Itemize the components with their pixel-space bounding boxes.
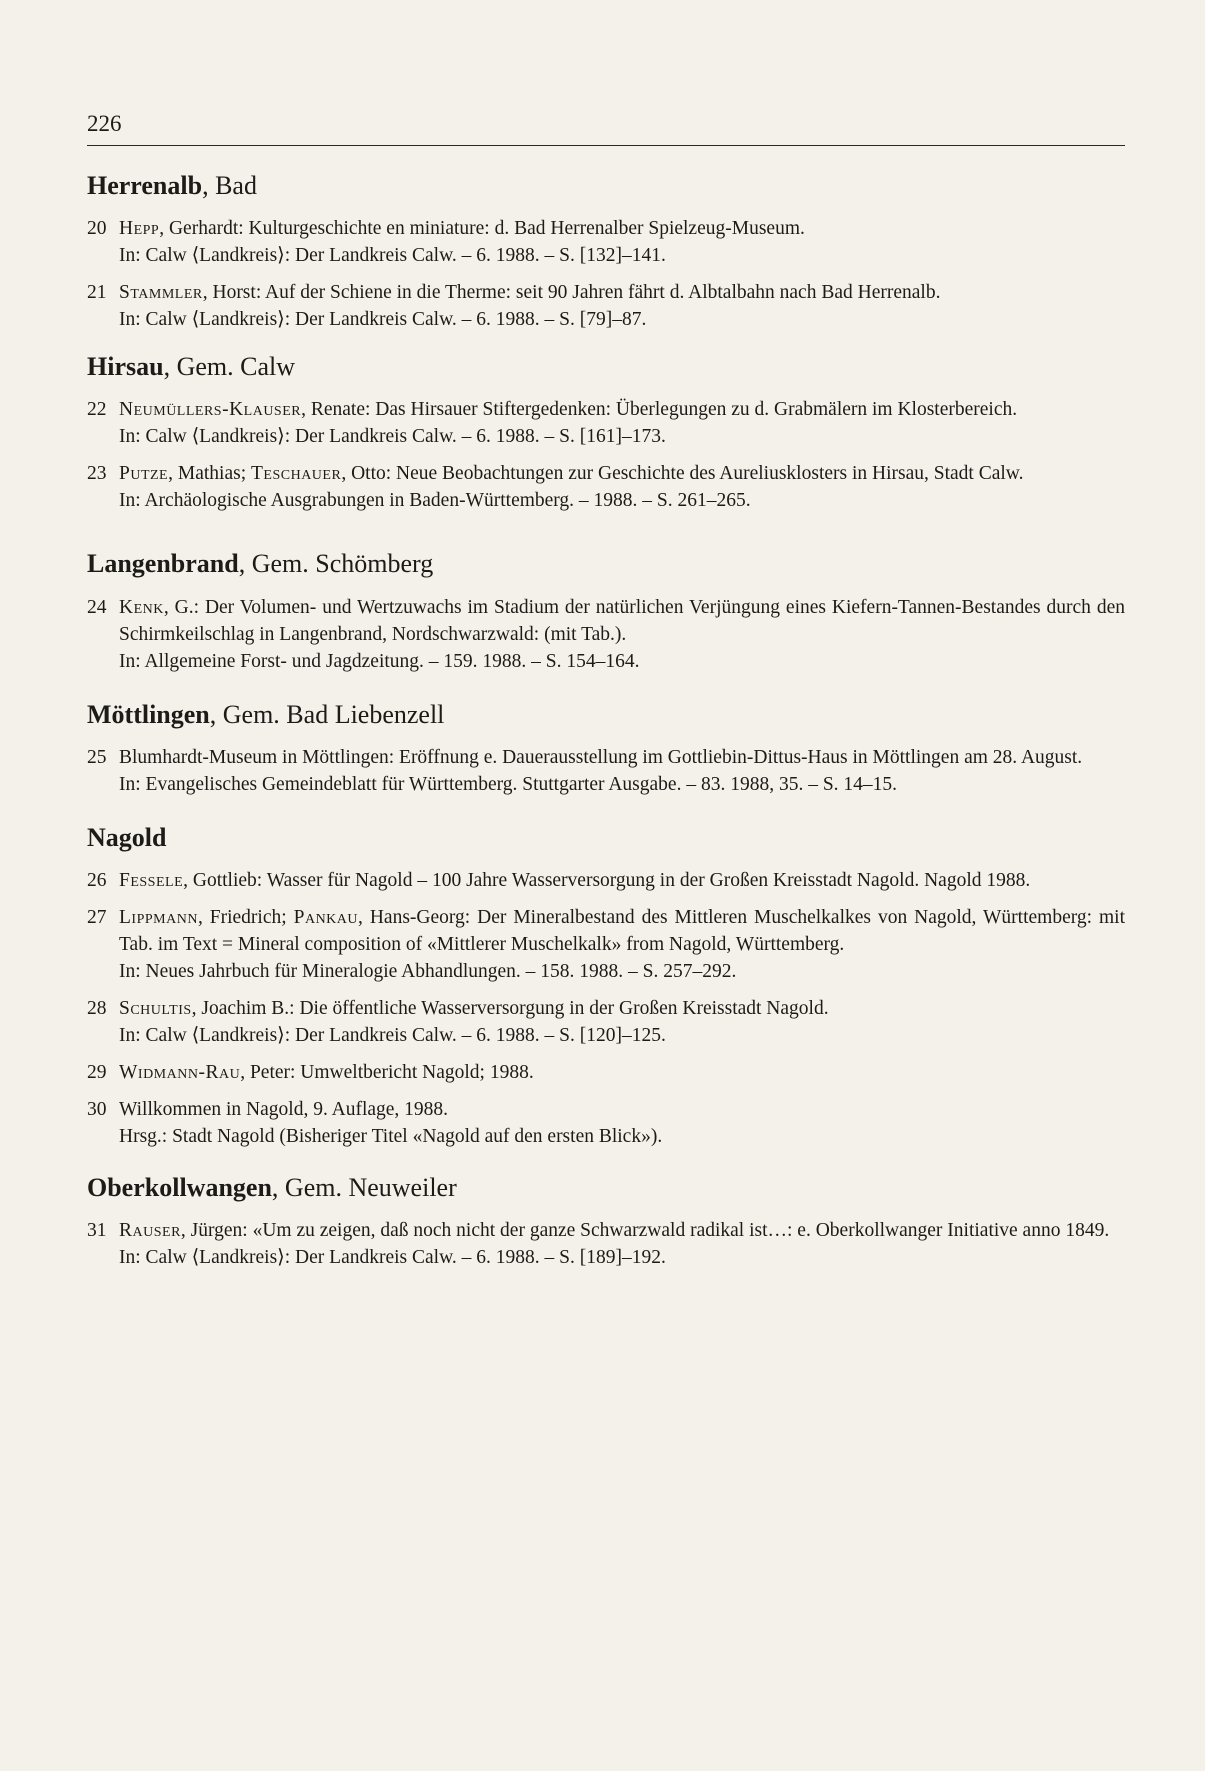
section-herrenalb [87, 170, 1125, 333]
entry-body [119, 279, 1125, 333]
entry-author: Fessele [119, 869, 184, 891]
entry-body [119, 867, 1125, 894]
entry-author: Hepp [119, 218, 160, 240]
entry-title: , Joachim B.: Die öffentliche Wasserversorgung in der Großen Kreisstadt Nagold. [191, 997, 829, 1019]
entry-number: 28 [87, 997, 107, 1019]
section-title [87, 548, 1125, 579]
entry-citation [119, 594, 1125, 648]
entry-list [87, 396, 1125, 514]
section-suffix: , Gem. Calw [163, 352, 295, 382]
entry-23 [87, 460, 1125, 514]
entry-20 [87, 215, 1125, 269]
section-place: Langenbrand [87, 549, 239, 579]
entry-title: , Friedrich; [197, 906, 294, 928]
entry-number: 24 [87, 596, 107, 618]
entry-title: , Horst: Auf der Schiene in die Therme: seit 90 Jahren fährt d. Albtalbahn nach Bad Herrenalb. [202, 282, 941, 304]
entry-number: 29 [87, 1061, 107, 1083]
section-title [87, 351, 1125, 382]
entry-number: 27 [87, 906, 107, 928]
entry-author: Pankau [293, 906, 359, 928]
entry-author: Schultis [119, 997, 192, 1019]
entry-author: Lippmann [119, 906, 198, 928]
section-place: Oberkollwangen [87, 1172, 272, 1202]
entry-body [119, 1217, 1125, 1271]
entry-list [87, 1217, 1125, 1271]
entry-number: 30 [87, 1098, 107, 1120]
entry-list [87, 594, 1125, 675]
entry-author: Rauser [119, 1220, 181, 1242]
section-suffix: , Gem. Bad Liebenzell [209, 699, 445, 729]
page-number: 226 [87, 112, 1125, 146]
section-mttlingen [87, 699, 1125, 798]
entry-title: Blumhardt-Museum in Möttlingen: Eröffnung e. Dauerausstellung im Gottliebin-Dittus-Haus in Möttlingen am 28. August. [119, 746, 1083, 768]
entry-body [119, 744, 1125, 798]
entry-source: In: Calw ⟨Landkreis⟩: Der Landkreis Calw. – 6. 1988. – S. [79]–87. [119, 309, 647, 331]
entry-24 [87, 594, 1125, 675]
entry-title: , Renate: Das Hirsauer Stiftergedenken: Überlegungen zu d. Grabmälern im Klosterbereich. [301, 399, 1018, 421]
entry-body [119, 215, 1125, 269]
entry-source: Hrsg.: Stadt Nagold (Bisheriger Titel «Nagold auf den ersten Blick»). [119, 1125, 663, 1147]
entry-number: 20 [87, 218, 107, 240]
entry-citation [119, 279, 1125, 306]
entry-author: Kenk [119, 596, 164, 618]
entry-citation [119, 215, 1125, 242]
entry-list [87, 867, 1125, 1150]
entry-number: 23 [87, 463, 107, 485]
entry-author: Putze [119, 463, 169, 485]
section-hirsau [87, 351, 1125, 514]
entry-citation [119, 1217, 1125, 1244]
entry-body [119, 1096, 1125, 1150]
section-oberkollwangen [87, 1172, 1125, 1271]
entry-source: In: Calw ⟨Landkreis⟩: Der Landkreis Calw. – 6. 1988. – S. [132]–141. [119, 245, 666, 267]
entry-author: Teschauer [251, 463, 342, 485]
entry-source: In: Calw ⟨Landkreis⟩: Der Landkreis Calw. – 6. 1988. – S. [161]–173. [119, 426, 666, 448]
section-title [87, 822, 1125, 853]
entry-source: In: Neues Jahrbuch für Mineralogie Abhandlungen. – 158. 1988. – S. 257–292. [119, 960, 737, 982]
entry-title: , Otto: Neue Beobachtungen zur Geschichte des Aureliusklosters in Hirsau, Stadt Calw. [341, 463, 1024, 485]
entry-citation [119, 995, 1125, 1022]
section-title [87, 1172, 1125, 1203]
entry-body [119, 904, 1125, 985]
section-place: Herrenalb [87, 171, 203, 200]
entry-body [119, 995, 1125, 1049]
entry-author: Widmann-Rau [119, 1061, 241, 1083]
entry-22 [87, 396, 1125, 450]
entry-list [87, 744, 1125, 798]
section-place: Nagold [87, 822, 167, 852]
entry-title: , Peter: Umweltbericht Nagold; 1988. [240, 1061, 534, 1083]
entry-26 [87, 867, 1125, 894]
entry-citation [119, 744, 1125, 771]
entry-body [119, 1059, 1125, 1086]
section-suffix: , Bad [202, 171, 257, 200]
entry-title: , Hans-Georg: Der Mineralbestand des Mittleren Muschelkalkes von Nagold, Württemberg: mit Tab. im Text = Mineral composition of «Mittlerer Muschelkalk» from Nagold, Württemberg. [119, 906, 1125, 955]
entry-body [119, 460, 1125, 514]
entry-29 [87, 1059, 1125, 1086]
section-title [87, 170, 1125, 201]
entry-source: In: Archäologische Ausgrabungen in Baden-Württemberg. – 1988. – S. 261–265. [119, 490, 751, 512]
entry-number: 21 [87, 282, 107, 304]
entry-title: Willkommen in Nagold, 9. Auflage, 1988. [119, 1098, 449, 1120]
entry-author: Stammler [119, 282, 203, 304]
entry-25 [87, 744, 1125, 798]
entry-citation [119, 460, 1125, 487]
entry-title: , Gottlieb: Wasser für Nagold – 100 Jahre Wasserversorgung in der Großen Kreisstadt Nagold. Nagold 1988. [183, 869, 1031, 891]
entry-body [119, 396, 1125, 450]
sections-container [87, 170, 1125, 1271]
section-title [87, 699, 1125, 730]
section-suffix: , Gem. Schömberg [238, 549, 434, 579]
entry-number: 25 [87, 746, 107, 768]
entry-27 [87, 904, 1125, 985]
entry-21 [87, 279, 1125, 333]
entry-title: , Mathias; [168, 463, 251, 485]
section-place: Möttlingen [87, 699, 210, 729]
entry-citation [119, 1059, 1125, 1086]
entry-number: 26 [87, 869, 107, 891]
section-suffix: , Gem. Neuweiler [271, 1172, 457, 1202]
entry-31 [87, 1217, 1125, 1271]
book-page [87, 112, 1125, 1271]
entry-body [119, 594, 1125, 675]
entry-number: 22 [87, 399, 107, 421]
section-langenbrand [87, 548, 1125, 674]
entry-citation [119, 396, 1125, 423]
section-nagold [87, 822, 1125, 1150]
entry-list [87, 215, 1125, 333]
section-place: Hirsau [87, 352, 164, 382]
entry-citation [119, 904, 1125, 958]
entry-title: , Gerhardt: Kulturgeschichte en miniature: d. Bad Herrenalber Spielzeug-Museum. [159, 218, 805, 240]
entry-number: 31 [87, 1220, 107, 1242]
entry-source: In: Calw ⟨Landkreis⟩: Der Landkreis Calw. – 6. 1988. – S. [189]–192. [119, 1247, 666, 1269]
entry-28 [87, 995, 1125, 1049]
entry-citation [119, 1096, 1125, 1123]
entry-source: In: Allgemeine Forst- und Jagdzeitung. – 159. 1988. – S. 154–164. [119, 650, 640, 672]
entry-title: , G.: Der Volumen- und Wertzuwachs im Stadium der natürlichen Verjüngung eines Kiefern-Tannen-Bestandes durch den Schirmkeilschlag in Langenbrand, Nordschwarzwald: (mit Tab.). [119, 596, 1125, 645]
entry-title: , Jürgen: «Um zu zeigen, daß noch nicht der ganze Schwarzwald radikal ist…: e. Oberkollwanger Initiative anno 1849. [180, 1220, 1110, 1242]
entry-30 [87, 1096, 1125, 1150]
entry-author: Neumüllers-Klauser [119, 399, 302, 421]
entry-source: In: Evangelisches Gemeindeblatt für Württemberg. Stuttgarter Ausgabe. – 83. 1988, 35. – S. 14–15. [119, 773, 898, 795]
entry-citation [119, 867, 1125, 894]
entry-source: In: Calw ⟨Landkreis⟩: Der Landkreis Calw. – 6. 1988. – S. [120]–125. [119, 1024, 666, 1046]
